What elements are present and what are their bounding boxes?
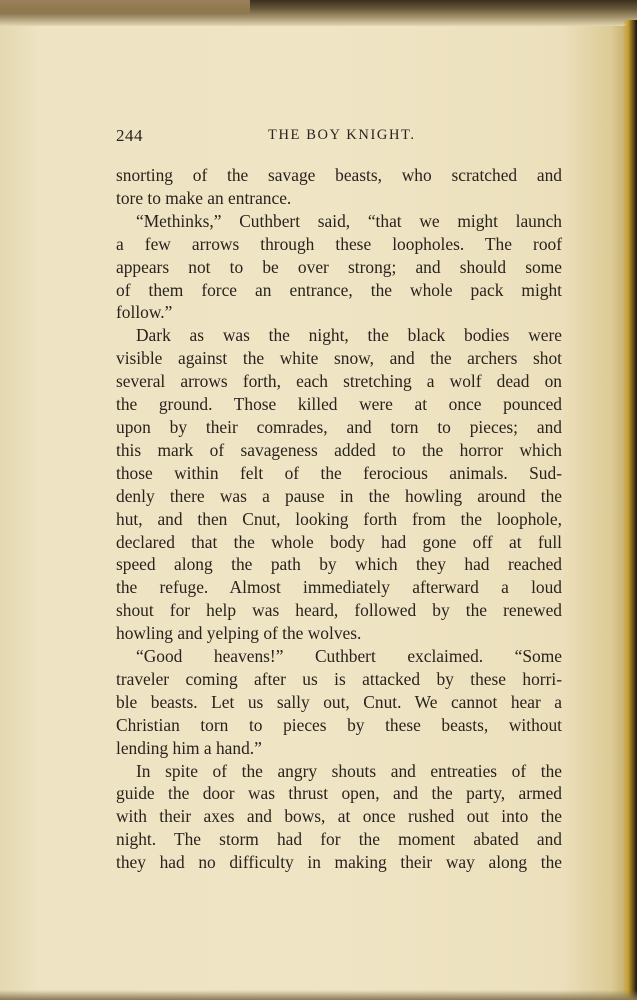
text-line: tore to make an entrance. [116,187,292,208]
text-line: night. The storm had for the moment abated and [116,829,562,850]
text-line: several arrows forth, each stretching a wolf dead on [116,371,562,392]
text-line: upon by their comrades, and torn to pieces; and [116,416,562,437]
text-line: appears not to be over strong; and should some [116,256,562,277]
text-line: guide the door was thrust open, and the party, armed [116,783,562,804]
text-line: visible against the white snow, and the archers shot [116,348,562,369]
text-line: traveler coming after us is attacked by these horri- [116,668,562,689]
body-text [116,164,562,874]
text-line: the refuge. Almost immediately afterward a loud [116,577,562,598]
text-line: with their axes and bows, at once rushed out into the [116,806,562,827]
running-title: THE BOY KNIGHT. [268,127,416,143]
text-line: this mark of savageness added to the horror which [116,439,562,460]
text-line: Dark as was the night, the black bodies were [136,325,562,346]
text-line: snorting of the savage beasts, who scratched and [116,165,562,185]
page-gutter-shadow [623,20,637,1000]
text-line: “Methinks,” Cuthbert said, “that we might launch [136,210,562,231]
text-line: In spite of the angry shouts and entreaties of the [136,760,562,781]
text-line: shout for help was heard, followed by the renewed [116,600,562,621]
text-line: lending him a hand.” [116,737,262,758]
text-line: speed along the path by which they had reached [116,554,562,575]
text-line: Christian torn to pieces by these beasts, without [116,714,562,735]
text-line: they had no difficulty in making their way along the [116,852,562,873]
page-bottom-edge [0,990,637,1000]
text-line: howling and yelping of the wolves. [116,623,362,644]
text-line: ble beasts. Let us sally out, Cnut. We cannot hear a [116,691,562,712]
page-top-shadow [0,0,250,14]
text-line: of them force an entrance, the whole pack might [116,279,562,300]
text-line: declared that the whole body had gone off at full [116,531,562,552]
text-line: a few arrows through these loopholes. The roof [116,233,562,254]
text-line: the ground. Those killed were at once pounced [116,394,562,415]
text-line: hut, and then Cnut, looking forth from the loophole, [116,508,562,529]
text-line: follow.” [116,302,173,323]
running-header [116,126,566,150]
text-line: “Good heavens!” Cuthbert exclaimed. “Some [136,646,562,667]
page-number: 244 [116,126,143,145]
text-line: those within felt of the ferocious animals. Sud- [116,462,562,483]
text-line: denly there was a pause in the howling around the [116,485,562,506]
